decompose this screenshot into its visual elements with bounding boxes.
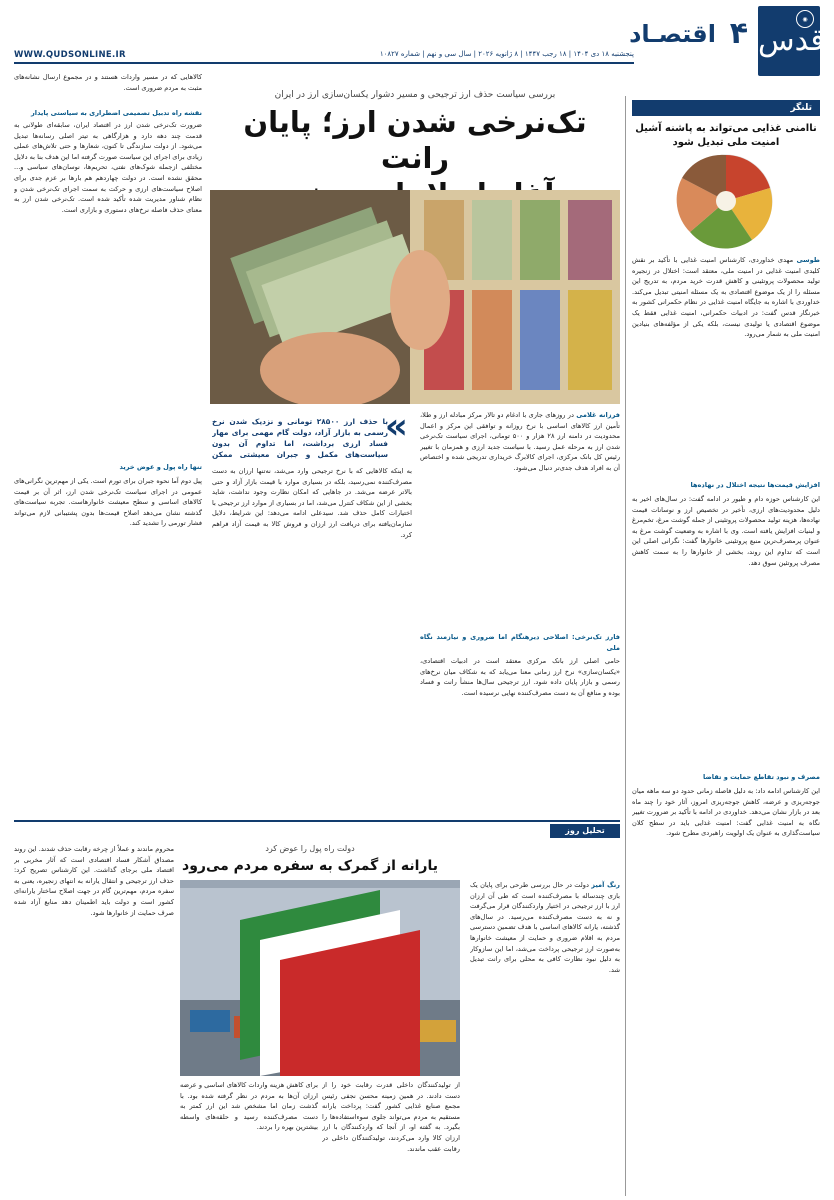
food-plate-image (632, 152, 820, 250)
bottom-left-col: محروم ماندند و عملاً از چرخه رقابت حذف شدند. این روند مصداق آشکار فساد اقتصادی است که آثار مخربی بر اقتصاد ملی برجای گذاشت. این کارشناس تصریح کرد: حذف ارز ترجیحی و انتقال یارانه به انتهای زنجیره، یعنی به سفره مردم، مهم‌ترین گام در جهت اصلاح ساختار یارانه‌ای کشور است و دولت باید اطمینان دهد منابع آزاد شده صرف حمایت از خانوارها شود. (14, 845, 174, 917)
main-col-a-2: حامی اصلی ارز بانک مرکزی معتقد است در ادبیات اقتصادی، «یکسان‌سازی» نرخ ارز زمانی معنا می‌یابد که به شکاف میان نرخ‌های رسمی و بازار پایان داده شود. ارز ترجیحی سال‌ها منشأ رانت و فساد بوده و منافع آن به دست مصرف‌کننده نهایی نرسیده است. (420, 657, 620, 697)
left-body-2: پیل دوم آما نحوه جبران برای تورم است. یکی از مهم‌ترین نگرانی‌های عمومی در اجرای سیاست تک‌نرخی شدن ارز، اثر آن بر قیمت کالاهای اساسی و سطح معیشت خانوارهاست. تجربه سیاست‌های گذشته نشان می‌دهد اصلاح قیمت‌ها بدون پشتیبانی لازم می‌تواند فشار تورمی را تشدید کند. (14, 477, 202, 528)
logo-text: قدس (758, 23, 825, 58)
customs-photo (180, 880, 460, 1076)
sidebar-byline: طوسی (796, 256, 820, 264)
bottom-right-col: رنگ آمیز دولت در حال بررسی طرحی برای پایان یک بازی چندساله با مصرف‌کننده است که طی آن ارزان ارز با ارز ترجیحی در اختیار واردکنندگان قرار می‌گرفت و نه به دست مصرف‌کننده می‌رسید. در سال‌های گذشته، یارانه کالاهای اساسی با هدف تضمین دسترسی مردم به اقلام ضروری و حمایت از معیشت خانوارها به‌صورت ارز ترجیحی پرداخت می‌شد، اما این سازوکار به دلیل نبود نظارت کافی به محلی برای رانت تبدیل شد. (470, 881, 620, 974)
sidebar-subhead-1: افزایش قیمت‌ها نتیجه اختلال در نهاده‌ها (690, 481, 820, 489)
left-intro: کالاهایی که در مسیر واردات هستند و در مجموع ارسال نشانه‌های مثبت به مردم ضروری است. (14, 73, 202, 92)
bottom-headline: یارانه از گمرک به سفره مردم می‌رود (182, 858, 438, 874)
left-subhead-2: تنها راه پول و عوض خرید (119, 463, 202, 471)
currency-photo (210, 190, 620, 404)
main-col-b: به اینکه کالاهایی که با نرخ ترجیحی وارد می‌شد، نه‌تنها ارزان به دست مصرف‌کننده نمی‌رسید، بلکه در بسیاری موارد با قیمت بازار آزاد و حتی بالاتر عرضه می‌شد. در جاهایی که امکان نظارت وجود نداشت، شاید بخشی از این شکاف کنترل می‌شد، اما در بسیاری از موارد ارز ترجیحی با اختیارات کامل حذف شد. سیدعلی ادامه می‌دهد: این شرایط، دلایل سازمان‌یافته برای دریافت ارز ارزان و فروش کالا به قیمت آزاد فراهم کرد. (212, 467, 412, 539)
sidebar-header: تلنگر (632, 100, 820, 116)
section-rule (14, 820, 620, 822)
section-title: اقتصـاد (629, 20, 716, 48)
bottom-mid-col-2: برای کاهش هزینه واردات کالاهای اساسی و عرضه ارزان آن‌ها به مردم در نظر گرفته شده بود. با گذشت زمان اما مشخص شد این ارز کمتر به دست مصرف‌کننده رسید و حلقه‌های واسطه بیشترین بهره را بردند. (180, 1081, 318, 1132)
newspaper-logo (758, 6, 825, 76)
bottom-byline: رنگ آمیز (591, 881, 620, 889)
quote-mark-icon: « (384, 406, 408, 447)
bottom-mid-col-1: از تولیدکنندگان داخلی قدرت رقابت خود را از دست دادند. در همین زمینه محسن نجفی رئیس مجمع صنایع غذایی کشور گفت: پرداخت یارانه مستقیم به مردم می‌تواند جلوی سوءاستفاده‌ها را بگیرد. به گفته او، از آنجا که واردکنندگان با ارز ارزان کالا وارد می‌کردند، تولیدکنندگان داخلی در رقابت عقب ماندند. (322, 1081, 460, 1153)
sidebar-body-1: طوسی مهدی خداوردی، کارشناس امنیت غذایی با تأکید بر نقش کلیدی امنیت غذایی در امنیت ملی، معتقد است: اختلال در زنجیره تولید محصولات پروتئینی و کاهش قدرت خرید مردم، به تدریج این مسئله را از یک موضوع اقتصادی به یک مسئله امنیتی تبدیل می‌کند. خداوردی با اشاره به جایگاه امنیت غذایی در نظام حکمرانی کشور به خبرنگار قدس گفت: در ادبیات حکمرانی، امنیت غذایی فقط یک موضوع اقتصادی یا تولیدی نیست، بلکه یکی از مؤلفه‌های بنیادین امنیت ملی به شمار می‌رود. (632, 256, 820, 339)
page-number: ۴ (729, 16, 748, 51)
sidebar-subhead-2: مصرف و نبود تقاطع حمایت و تقاضا (702, 773, 820, 781)
left-subhead-1: نقشه راه تدبیل تصمیمی اضطراری به سیاستی پایدار (31, 109, 202, 117)
main-byline: فرزانه غلامی (576, 411, 620, 419)
pull-quote (212, 406, 412, 460)
left-body-1: ضرورت تک‌نرخی شدن ارز در اقتصاد ایران، سابقه‌ای طولانی به قدمت چند دهه دارد و هزارگاهی به تیتر اصلی رسانه‌ها تبدیل می‌شود. از دولت سازندگی تا کنون، شعارها و حتی تلاش‌های عملی زیادی برای اجرای این سیاست صورت گرفته اما این هدف بنا به دلایل مختلفی ازجمله شوک‌های نفتی، تحریم‌ها، نوسان‌های سیاسی و... محقق نشده است. در دولت چهاردهم هم بارها بر عزم جدی برای اصلاح سیاست‌های ارزی و حرکت به سمت اجرای تک‌نرخی شدن و نظام شناور مدیریت شده تأکید شده است. تک‌نرخی شدن ارز به معنای حذف فاصله نرخ‌های دستوری و بازاری است. (14, 121, 202, 214)
main-col-a-subhead: فارز تک‌نرخی: اصلاحی دیرهنگام اما ضروری و نیازمند نگاه ملی (420, 633, 620, 652)
main-col-a: فرزانه غلامی در روزهای جاری با ادغام دو تالار مرکز مبادله ارز و طلا، تأمین ارز کالاهای اساسی با نرخ روزانه و توافقی این مرکز و اعمال محدودیت در دامنه ارز ۲۸ هزار و ۵۰۰ تومانی، اجرای سیاست تک‌نرخی شدن ارز به مرحله عمل رسید. با سیاست جدید ارزی و همزمان با تغییر رئیس کل بانک مرکزی، اجرای کالابرگ خریداری تدریجی شده و اختصاص آن به افراد هدف جدی‌تر دنبال می‌شود. (420, 411, 620, 472)
column-divider (625, 96, 626, 1196)
sidebar-body-2: این کارشناس حوزه دام و طیور در ادامه گفت: در سال‌های اخیر به دلیل محدودیت‌های ارزی، تأخیر در تخصیص ارز و نوسانات قیمت نهاده‌ها، هزینه تولید محصولات پروتئینی از جمله گوشت مرغ، تخم‌مرغ و لبنیات افزایش یافته است. وی با اشاره به وضعیت گوشت مرغ به عنوان پرمصرف‌ترین منبع پروتئینی خانوارها گفت: نگرانی اصلی این است که تداوم این روند، بخشی از خانوارها را به سمت کاهش مصرف پروتئین سوق دهد. (632, 495, 820, 567)
main-kicker: بررسی سیاست حذف ارز ترجیحی و مسیر دشوار یکسان‌سازی ارز در ایران (274, 90, 556, 100)
headline-line-1: تک‌نرخی شدن ارز؛ پایان رانت (243, 105, 587, 175)
analysis-tag: تحلیل روز (550, 824, 620, 838)
issue-date: پنجشنبه ۱۸ دی ۱۴۰۴ | ۱۸ رجب ۱۴۴۷ | ۸ ژانویه ۲۰۲۶ | سال سی و نهم | شماره ۱۰۸۲۷ (379, 50, 634, 58)
emblem-icon: ◉ (796, 10, 814, 28)
website-link[interactable]: WWW.QUDSONLINE.IR (14, 50, 126, 60)
bottom-kicker: دولت راه پول را عوض کرد (265, 844, 355, 853)
quote-text: با حذف ارز ۲۸۵۰۰ تومانی و نزدیک شدن نرخ رسمی به بازار آزاد، دولت گام مهمی برای مهار فساد ارزی برداشت، اما تداوم آن بدون سیاست‌های مکمل و جبران معیشتی ممکن (212, 417, 388, 459)
sidebar-body-3: این کارشناس ادامه داد: به دلیل فاصله زمانی حدود دو سه ماهه میان جوجه‌ریزی و عرضه، کاهش جوجه‌ریزی امروز، آثار خود را چند ماه بعد در بازار نشان می‌دهد. خداوردی در ادامه با تأکید بر ضرورت تغییر نگاه به امنیت غذایی گفت: امنیت غذایی باید در سطح کلان سیاست‌گذاری به عنوان یک اولویت راهبردی مطرح شود. (632, 787, 820, 838)
sidebar-title: ناامنی غذایی می‌تواند به پاشنه آشیل امنیت ملی تبدیل شود (635, 123, 817, 148)
